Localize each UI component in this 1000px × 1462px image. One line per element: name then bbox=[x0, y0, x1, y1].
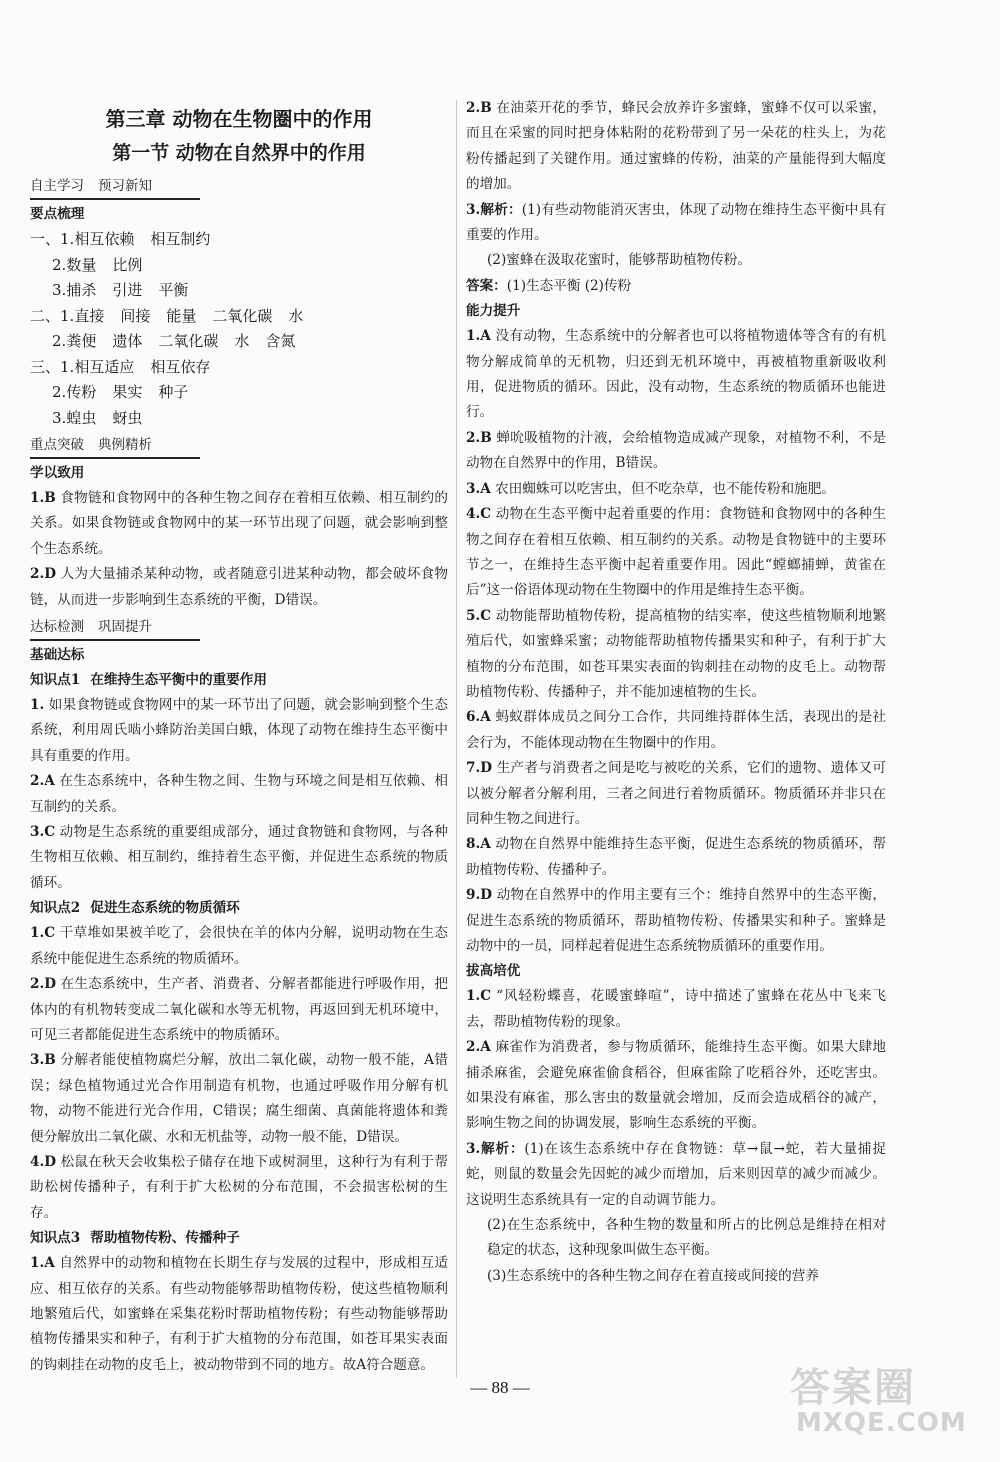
row-label: 3. bbox=[52, 408, 67, 427]
item-text: 蚂蚁群体成员之间分工合作，共同维持群体生活，表现出的是社会行为，不能体现动物在生物圈中的作用。 bbox=[466, 709, 887, 751]
watermark-url: MXQE.COM bbox=[796, 1408, 967, 1438]
word: 间接 bbox=[120, 306, 151, 325]
row-label: 二、1. bbox=[30, 306, 75, 325]
answer-item bbox=[466, 756, 886, 832]
item-number: 1.A bbox=[30, 1255, 55, 1272]
band-label: 预习新知 bbox=[98, 178, 152, 194]
item-text: 如果食物链或食物网中的某一环节出了问题，就会影响到整个生态系统，利用周氏啮小蜂防治美国白蛾，体现了动物在维持生态平衡中具有重要的作用。 bbox=[30, 697, 449, 764]
kp-label: 知识点2 bbox=[30, 900, 81, 917]
answer-item bbox=[30, 486, 448, 562]
kp-title: 在维持生态平衡中的重要作用 bbox=[90, 672, 267, 689]
item-text: 干草堆如果被羊吃了，会很快在羊的体内分解，说明动物在生态系统中能促进生态系统的物质循环。 bbox=[30, 925, 448, 967]
answer-item bbox=[466, 198, 886, 249]
word: 相互制约 bbox=[150, 230, 211, 248]
answer-subitem: (2)蜜蜂在汲取花蜜时，能够帮助植物传粉。 bbox=[487, 252, 751, 269]
answer-item bbox=[466, 1137, 886, 1213]
answer-item bbox=[466, 832, 886, 883]
answer-text: (1)生态平衡 (2)传粉 bbox=[506, 277, 632, 294]
word: 相互适应 bbox=[74, 357, 135, 376]
answer-item bbox=[466, 477, 886, 502]
item-number: 1.A bbox=[466, 328, 491, 345]
right-column bbox=[466, 96, 886, 1289]
item-number: 1. bbox=[30, 697, 45, 714]
item-text: 农田蜘蛛可以吃害虫，但不吃杂草，也不能传粉和施肥。 bbox=[495, 480, 835, 497]
answer-item bbox=[466, 984, 886, 1035]
item-number: 2.A bbox=[30, 773, 55, 790]
item-number: 2.D bbox=[30, 566, 56, 583]
band-zizhu bbox=[30, 174, 200, 200]
answer-item bbox=[30, 769, 448, 820]
word: 能量 bbox=[166, 306, 197, 325]
item-number: 2.A bbox=[466, 1039, 491, 1056]
item-text: 动物能帮助植物传粉，提高植物的结实率，使这些植物顺利地繁殖后代，如蜜蜂采蜜；动物能帮助植物传播果实和种子，有利于扩大植物的分布范围，如苍耳果实表面的钩刺挂在动物的皮毛上。动物帮助植物传粉、传播种子，并不能加速植物的生长。 bbox=[466, 607, 886, 700]
word: 蚜虫 bbox=[112, 408, 143, 427]
answer-item bbox=[466, 426, 886, 477]
word: 水 bbox=[288, 306, 304, 325]
word: 种子 bbox=[158, 383, 189, 401]
kp-title: 促进生态系统的物质循环 bbox=[90, 900, 240, 917]
answer-line bbox=[466, 274, 886, 299]
column-divider bbox=[456, 100, 457, 1378]
word: 相互依赖 bbox=[74, 230, 135, 248]
answer-item bbox=[30, 921, 448, 972]
item-number: 3.B bbox=[30, 1052, 56, 1069]
answer-item bbox=[466, 502, 886, 604]
item-text: (1)有些动物能消灭害虫，体现了动物在维持生态平衡中具有重要的作用。 bbox=[466, 201, 886, 244]
key-row bbox=[30, 329, 448, 355]
item-text: 在生态系统中，生产者、消费者、分解者都能进行呼吸作用，把体内的有机物转变成二氧化碳和水等无机物，再返回到无机环境中，可见三者都能促进生态系统中的物质循环。 bbox=[30, 976, 448, 1043]
item-text: 动物在自然界中的作用主要有三个：维持自然界中的生态平衡，促进生态系统的物质循环，帮助植物传粉、传播果实和种子。蜜蜂是动物中的一员，同样起着促进生态系统物质循环的重要作用。 bbox=[466, 887, 887, 954]
answer-item bbox=[30, 1150, 448, 1226]
word: 直接 bbox=[74, 306, 105, 325]
item-number: 3.A bbox=[466, 480, 491, 497]
item-text: 动物是生态系统的重要组成部分，通过食物链和食物网，与各种生物相互依赖、相互制约，维持着生态平衡，并促进生态系统的物质循环。 bbox=[30, 824, 448, 891]
item-number: 2.B bbox=[466, 429, 492, 446]
item-text: (1)在该生态系统中存在食物链：草→鼠→蛇，若大量捕捉蛇，则鼠的数量会先因蛇的减少而增加，后来则因草的减少而减少。这说明生态系统具有一定的自动调节能力。 bbox=[466, 1140, 886, 1208]
word: 果实 bbox=[112, 383, 143, 401]
answer-item bbox=[30, 693, 448, 769]
answer-item bbox=[466, 883, 886, 959]
sub-jichu: 基础达标 bbox=[30, 647, 85, 664]
knowledge-point-3 bbox=[30, 1226, 448, 1251]
answer-item bbox=[30, 972, 448, 1048]
band-zhongdian bbox=[30, 433, 200, 459]
answer-item bbox=[30, 562, 448, 613]
key-row bbox=[30, 304, 448, 330]
word: 比例 bbox=[112, 255, 143, 274]
answer-item bbox=[466, 1035, 886, 1137]
answer-item bbox=[30, 1048, 448, 1150]
item-number: 1.C bbox=[30, 925, 56, 942]
word: 含氮 bbox=[265, 332, 296, 350]
item-number: 1.B bbox=[30, 490, 56, 506]
kp-label: 知识点1 bbox=[30, 672, 81, 689]
answer-subitem: (2)在生态系统中，各种生物的数量和所占的比例总是维持在相对稳定的状态，这种现象叫做生态平衡。 bbox=[487, 1217, 886, 1259]
page-number: — 88 — bbox=[470, 1378, 530, 1397]
item-number: 3.解析： bbox=[466, 1140, 525, 1157]
sub-xueyi: 学以致用 bbox=[30, 465, 85, 481]
item-number: 9.D bbox=[466, 887, 492, 904]
item-number: 3.解析： bbox=[466, 201, 522, 218]
word: 粪便 bbox=[66, 332, 97, 350]
word: 二氧化碳 bbox=[158, 332, 219, 350]
chapter-title: 第三章 动物在生物圈中的作用 bbox=[105, 107, 373, 131]
item-number: 4.C bbox=[466, 506, 492, 523]
key-row bbox=[30, 227, 448, 253]
word: 相互依存 bbox=[150, 357, 211, 376]
key-row bbox=[30, 278, 448, 304]
item-text: 松鼠在秋天会收集松子储存在地下或树洞里，这种行为有利于帮助松树传播种子，有利于扩大松树的分布范围，不会损害松树的生存。 bbox=[30, 1153, 448, 1221]
item-text: 自然界中的动物和植物在长期生存与发展的过程中，形成相互适应、相互依存的关系。有些动物能够帮助植物传粉，使这些植物顺利地繁殖后代，如蜜蜂在采集花粉时帮助植物传粉；有些动物能够帮助植物传播果实和种子，有利于扩大植物的分布范围，如苍耳果实表面的钩刺挂在动物的皮毛上，被动物带到不同的地方。故A符合题意。 bbox=[30, 1255, 448, 1373]
kp-title: 帮助植物传粉、传播种子 bbox=[90, 1230, 240, 1247]
word: 平衡 bbox=[158, 281, 189, 299]
item-number: 4.D bbox=[30, 1153, 56, 1170]
answer-item bbox=[466, 604, 886, 706]
word: 蝗虫 bbox=[66, 408, 97, 427]
item-text: 麻雀作为消费者，参与物质循环，能维持生态平衡。如果大肆地捕杀麻雀，会避免麻雀偷食稻谷，但麻雀除了吃稻谷外，还吃害虫。如果没有麻雀，那么害虫的数量就会增加，反而会造成稻谷的减产，影响生物之间的协调发展，影响生态系统的平衡。 bbox=[466, 1039, 887, 1132]
item-number: 1.C bbox=[466, 988, 492, 1005]
band-dabiao bbox=[30, 615, 200, 641]
watermark-logo-text: 答案圈 bbox=[790, 1365, 916, 1411]
item-number: 6.A bbox=[466, 709, 491, 726]
answer-item bbox=[30, 820, 448, 896]
item-text: 分解者能使植物腐烂分解，放出二氧化碳，动物一般不能，A错误；绿色植物通过光合作用制造有机物，也通过呼吸作用分解有机物，动物不能进行光合作用，C错误；腐生细菌、真菌能将遗体和粪便分解放出二氧化碳、水和无机盐等，动物一般不能，D错误。 bbox=[30, 1052, 448, 1145]
item-text: 没有动物，生态系统中的分解者也可以将植物遗体等含有的有机物分解成简单的无机物，归还到无机环境中，再被植物重新吸收利用，促进物质的循环。因此，没有动物，生态系统的物质循环也能进行。 bbox=[466, 328, 887, 421]
key-row bbox=[30, 253, 448, 279]
key-row bbox=[30, 355, 448, 381]
sub-nengli: 能力提升 bbox=[466, 303, 521, 320]
band-label: 自主学习 bbox=[30, 178, 84, 194]
item-number: 3.C bbox=[30, 824, 56, 841]
left-column bbox=[30, 98, 448, 1378]
item-text: 蝉吮吸植物的汁液，会给植物造成减产现象，对植物不利，不是动物在自然界中的作用，B错误。 bbox=[466, 429, 886, 472]
answer-subitem: (3)生态系统中的各种生物之间存在着直接或间接的营养 bbox=[487, 1267, 819, 1284]
word: 数量 bbox=[66, 255, 97, 274]
kp-label: 知识点3 bbox=[30, 1230, 81, 1247]
band-label: 达标检测 bbox=[30, 619, 84, 636]
word: 遗体 bbox=[112, 332, 143, 350]
key-row bbox=[30, 380, 448, 406]
row-label: 三、1. bbox=[30, 357, 75, 376]
row-label: 2. bbox=[52, 332, 67, 350]
item-text: 在油菜开花的季节，蜂民会放养许多蜜蜂，蜜蜂不仅可以采蜜，而且在采蜜的同时把身体粘附的花粉带到了另一朵花的柱头上，为花粉传播起到了关键作用。通过蜜蜂的传粉，油菜的产量能得到大幅度的增加。 bbox=[466, 100, 886, 193]
item-text: 食物链和食物网中的各种生物之间存在着相互依赖、相互制约的关系。如果食物链或食物网中的某一环节出现了问题，就会影响到整个生态系统。 bbox=[30, 490, 449, 557]
row-label: 一、1. bbox=[30, 230, 75, 248]
knowledge-point-2 bbox=[30, 896, 448, 921]
band-label: 巩固提升 bbox=[98, 619, 152, 636]
item-number: 5.C bbox=[466, 607, 492, 624]
row-label: 3. bbox=[52, 281, 67, 299]
answer-label: 答案： bbox=[466, 277, 507, 294]
item-number: 2.D bbox=[30, 976, 56, 993]
section-title: 第一节 动物在自然界中的作用 bbox=[112, 142, 366, 164]
word: 引进 bbox=[112, 281, 143, 299]
word: 水 bbox=[234, 332, 250, 350]
sub-bagao: 拔高培优 bbox=[466, 963, 521, 980]
band-label: 重点突破 bbox=[30, 437, 84, 453]
answer-item bbox=[466, 705, 886, 756]
item-number: 8.A bbox=[466, 836, 491, 853]
row-label: 2. bbox=[52, 255, 67, 274]
band-label: 典例精析 bbox=[98, 437, 152, 453]
word: 二氧化碳 bbox=[212, 306, 273, 325]
item-text: 人为大量捕杀某种动物，或者随意引进某种动物，都会破坏食物链，从而进一步影响到生态系统的平衡，D错误。 bbox=[30, 566, 448, 608]
item-text: 在生态系统中，各种生物之间、生物与环境之间是相互依赖、相互制约的关系。 bbox=[30, 773, 448, 815]
knowledge-point-1 bbox=[30, 668, 448, 693]
item-number: 7.D bbox=[466, 760, 492, 777]
item-text: 动物在自然界中能维持生态平衡，促进生态系统的物质循环，帮助植物传粉、传播种子。 bbox=[466, 836, 887, 878]
answer-item bbox=[466, 96, 886, 198]
sub-yaodian: 要点梳理 bbox=[30, 206, 85, 222]
word: 传粉 bbox=[66, 383, 97, 401]
item-text: 动物在生态平衡中起着重要的作用：食物链和食物网中的各种生物之间存在着相互依赖、相互制约的关系。动物是食物链中的主要环节之一，在维持生态平衡中起着重要作用。因此“螳螂捕蝉，黄雀在后”这一俗语体现动物在生物圈中的作用是维持生态平衡。 bbox=[466, 506, 886, 599]
item-text: 生产者与消费者之间是吃与被吃的关系，它们的遗物、遗体又可以被分解者分解利用，三者之间进行着物质循环。物质循环并非只在同种生物之间进行。 bbox=[466, 760, 887, 827]
answer-item bbox=[466, 324, 886, 426]
key-row bbox=[30, 406, 448, 432]
answer-item bbox=[30, 1251, 448, 1378]
item-text: “风轻粉蝶喜，花暖蜜蜂喧”，诗中描述了蜜蜂在花丛中飞来飞去，帮助植物传粉的现象。 bbox=[466, 988, 886, 1030]
item-number: 2.B bbox=[466, 100, 492, 116]
watermark-logo bbox=[790, 1356, 980, 1448]
word: 捕杀 bbox=[66, 281, 97, 299]
row-label: 2. bbox=[52, 383, 67, 401]
